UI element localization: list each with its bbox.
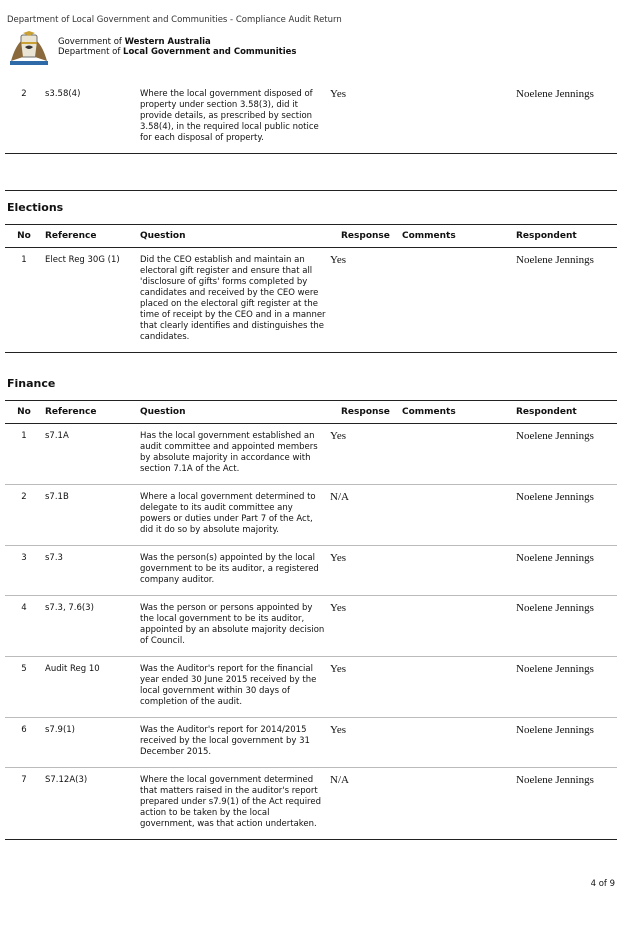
table-row — [5, 82, 617, 154]
col-respondent: Respondent — [516, 225, 617, 248]
row-respondent: Noelene Jennings — [516, 424, 617, 485]
page-number: 4 of 9 — [590, 879, 615, 889]
section-divider — [5, 190, 617, 191]
col-response: Response — [330, 225, 402, 248]
row-comments — [402, 248, 516, 353]
row-reference: S7.12A(3) — [43, 768, 140, 840]
table-row — [5, 768, 617, 840]
row-response: Yes — [330, 82, 402, 154]
row-respondent: Noelene Jennings — [516, 596, 617, 657]
elections-table — [5, 224, 617, 353]
row-reference: Elect Reg 30G (1) — [43, 248, 140, 353]
col-no: No — [5, 225, 43, 248]
col-reference: Reference — [43, 225, 140, 248]
table-row — [5, 248, 617, 353]
wa-government-crest-icon — [7, 31, 51, 69]
row-response: Yes — [330, 248, 402, 353]
row-number: 4 — [5, 596, 43, 657]
row-comments — [402, 718, 516, 768]
row-reference: s7.3 — [43, 546, 140, 596]
row-number: 2 — [5, 82, 43, 154]
col-respondent: Respondent — [516, 401, 617, 424]
row-question: Where a local government determined to delegate to its audit committee any powers or duties under Part 7 of the Act, did it do so by absolute majority. — [140, 485, 330, 546]
table-row — [5, 424, 617, 485]
table-row — [5, 546, 617, 596]
row-reference: s7.9(1) — [43, 718, 140, 768]
row-question: Was the person(s) appointed by the local government to be its auditor, a registered company auditor. — [140, 546, 330, 596]
table-row — [5, 718, 617, 768]
row-question: Where the local government determined that matters raised in the auditor's report prepared under s7.9(1) of the Act required action to be taken by the local government, was that action undertaken. — [140, 768, 330, 840]
row-reference: s7.3, 7.6(3) — [43, 596, 140, 657]
document-title: Department of Local Government and Communities - Compliance Audit Return — [7, 15, 342, 25]
row-response: Yes — [330, 718, 402, 768]
row-number: 1 — [5, 248, 43, 353]
row-number: 6 — [5, 718, 43, 768]
finance-section — [5, 377, 617, 840]
row-number: 3 — [5, 546, 43, 596]
row-question: Was the Auditor's report for the financial year ended 30 June 2015 received by the local government within 30 days of completion of the audit. — [140, 657, 330, 718]
row-question: Has the local government established an audit committee and appointed members by absolute majority in accordance with section 7.1A of the Act. — [140, 424, 330, 485]
row-comments — [402, 485, 516, 546]
row-question: Was the Auditor's report for 2014/2015 received by the local government by 31 December 2015. — [140, 718, 330, 768]
row-number: 7 — [5, 768, 43, 840]
row-respondent: Noelene Jennings — [516, 718, 617, 768]
table-row — [5, 596, 617, 657]
row-comments — [402, 546, 516, 596]
row-respondent: Noelene Jennings — [516, 485, 617, 546]
row-respondent: Noelene Jennings — [516, 546, 617, 596]
col-comments: Comments — [402, 401, 516, 424]
row-comments — [402, 657, 516, 718]
row-response: Yes — [330, 596, 402, 657]
continued-table — [5, 82, 617, 154]
row-comments — [402, 82, 516, 154]
row-respondent: Noelene Jennings — [516, 248, 617, 353]
department-name: Department of Local Government and Communities — [58, 47, 297, 57]
continued-table-section — [5, 82, 617, 154]
table-header — [5, 401, 617, 424]
col-comments: Comments — [402, 225, 516, 248]
table-row — [5, 657, 617, 718]
row-response: N/A — [330, 768, 402, 840]
row-comments — [402, 596, 516, 657]
elections-section — [5, 201, 617, 353]
row-response: N/A — [330, 485, 402, 546]
row-respondent: Noelene Jennings — [516, 768, 617, 840]
row-response: Yes — [330, 546, 402, 596]
row-number: 1 — [5, 424, 43, 485]
row-response: Yes — [330, 424, 402, 485]
elections-title: Elections — [7, 201, 64, 214]
row-comments — [402, 768, 516, 840]
finance-table — [5, 400, 617, 840]
col-response: Response — [330, 401, 402, 424]
col-question: Question — [140, 401, 330, 424]
government-name: Government of Western Australia — [58, 37, 211, 47]
row-number: 2 — [5, 485, 43, 546]
row-question: Was the person or persons appointed by the local government to be its auditor, appointed by an absolute majority decision of Council. — [140, 596, 330, 657]
row-response: Yes — [330, 657, 402, 718]
row-question: Where the local government disposed of property under section 3.58(3), did it provide details, as prescribed by section 3.58(4), in the required local public notice for each disposal of property. — [140, 82, 330, 154]
table-row — [5, 485, 617, 546]
row-comments — [402, 424, 516, 485]
col-question: Question — [140, 225, 330, 248]
col-no: No — [5, 401, 43, 424]
row-respondent: Noelene Jennings — [516, 82, 617, 154]
row-reference: s3.58(4) — [43, 82, 140, 154]
row-question: Did the CEO establish and maintain an electoral gift register and ensure that all 'disclosure of gifts' forms completed by candidates and received by the CEO were placed on the electoral gift register at the time of receipt by the CEO and in a manner that clearly identifies and distinguishes the candidates. — [140, 248, 330, 353]
row-number: 5 — [5, 657, 43, 718]
col-reference: Reference — [43, 401, 140, 424]
row-reference: s7.1B — [43, 485, 140, 546]
table-header — [5, 225, 617, 248]
finance-title: Finance — [7, 377, 56, 390]
row-respondent: Noelene Jennings — [516, 657, 617, 718]
row-reference: Audit Reg 10 — [43, 657, 140, 718]
row-reference: s7.1A — [43, 424, 140, 485]
